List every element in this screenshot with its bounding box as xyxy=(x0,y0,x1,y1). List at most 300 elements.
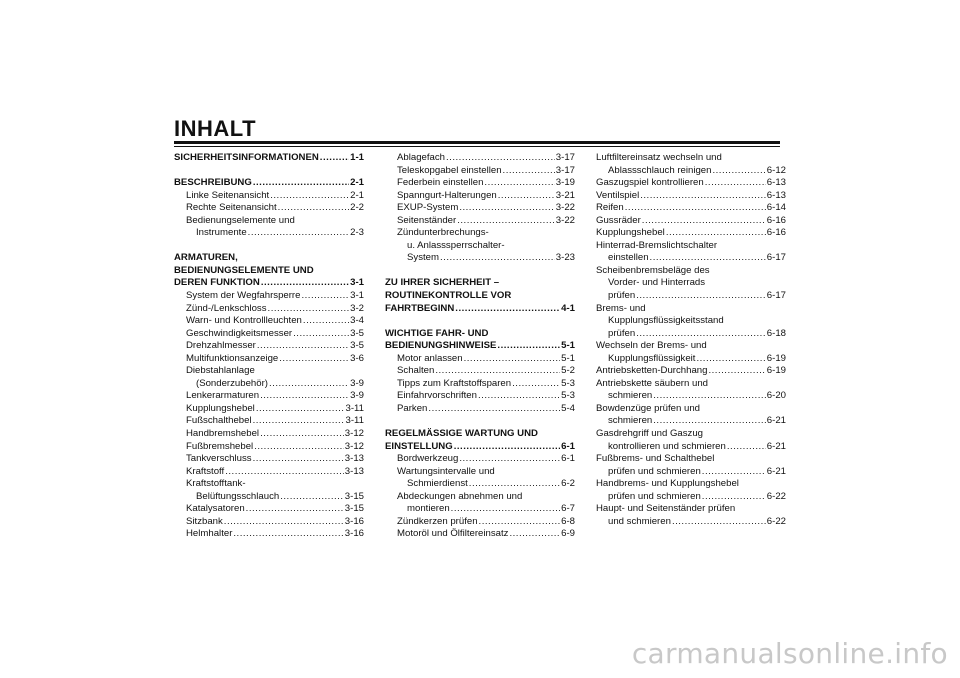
toc-page-number: 3-23 xyxy=(555,252,575,264)
toc-entry[interactable] xyxy=(596,441,786,454)
toc-entry-title: ROUTINEKONTROLLE VOR xyxy=(385,290,512,302)
toc-page-number: 5-2 xyxy=(561,365,575,377)
toc-page-number: 6-17 xyxy=(766,252,786,264)
toc-page-number: 6-14 xyxy=(766,202,786,214)
toc-entry xyxy=(596,403,786,416)
title-rule-thin xyxy=(174,146,780,147)
toc-dot-leader xyxy=(224,516,344,529)
toc-entry xyxy=(174,478,364,491)
toc-entry xyxy=(596,265,786,278)
toc-dot-leader xyxy=(478,390,560,403)
toc-dot-leader xyxy=(269,378,349,391)
toc-entry-title: Katalysatoren xyxy=(186,503,245,515)
toc-entry[interactable] xyxy=(596,491,786,504)
toc-entry[interactable] xyxy=(174,227,364,240)
toc-entry[interactable] xyxy=(174,378,364,391)
toc-page-number: 3-15 xyxy=(344,503,364,515)
toc-entry-title: prüfen und schmieren xyxy=(608,490,701,502)
toc-dot-leader xyxy=(451,503,560,516)
toc-entry[interactable] xyxy=(385,353,575,366)
toc-page-number: 6-19 xyxy=(766,365,786,377)
toc-spacer xyxy=(174,165,364,178)
toc-dot-leader xyxy=(280,491,344,504)
toc-dot-leader xyxy=(320,152,349,165)
toc-page-number: 2-2 xyxy=(350,202,364,214)
title-rule-thick xyxy=(174,141,780,144)
toc-section-heading xyxy=(385,428,575,441)
toc-entry[interactable] xyxy=(385,516,575,529)
toc-dot-leader xyxy=(666,227,766,240)
toc-dot-leader xyxy=(672,516,766,529)
toc-entry[interactable] xyxy=(596,190,786,203)
toc-dot-leader xyxy=(459,453,560,466)
toc-page-number: 3-16 xyxy=(344,528,364,540)
toc-entry-title: System der Wegfahrsperre xyxy=(186,290,301,302)
toc-dot-leader xyxy=(256,403,345,416)
toc-entry[interactable] xyxy=(174,491,364,504)
toc-dot-leader xyxy=(270,190,349,203)
toc-page-number: 3-6 xyxy=(350,352,364,364)
toc-dot-leader xyxy=(642,215,766,228)
toc-dot-leader xyxy=(636,290,766,303)
toc-entry[interactable] xyxy=(385,503,575,516)
toc-dot-leader xyxy=(459,202,554,215)
toc-dot-leader xyxy=(479,516,561,529)
toc-entry-title: Kupplungshebel xyxy=(186,402,255,414)
toc-page-number: 3-17 xyxy=(555,152,575,163)
toc-dot-leader xyxy=(257,340,349,353)
toc-entry[interactable] xyxy=(174,353,364,366)
toc-page-number: 5-4 xyxy=(561,402,575,414)
toc-entry-title: Wartungsintervalle und xyxy=(397,465,495,477)
toc-dot-leader xyxy=(261,277,349,290)
toc-dot-leader xyxy=(440,252,555,265)
toc-entry-title: Ablassschlauch reinigen xyxy=(608,164,712,176)
toc-entry[interactable] xyxy=(596,466,786,479)
toc-section-heading xyxy=(174,265,364,278)
toc-entry-title: Seitenständer xyxy=(397,214,457,226)
toc-dot-leader xyxy=(705,177,766,190)
toc-column-1 xyxy=(174,152,364,541)
toc-page-number: 6-9 xyxy=(561,528,575,540)
toc-entry[interactable] xyxy=(596,252,786,265)
toc-entry[interactable] xyxy=(596,365,786,378)
toc-entry[interactable] xyxy=(385,478,575,491)
toc-page-number: 1-1 xyxy=(350,152,364,163)
toc-dot-leader xyxy=(484,177,554,190)
toc-entry-title: Gasdrehgriff und Gaszug xyxy=(596,428,704,440)
toc-entry-title: Motoröl und Ölfiltereinsatz xyxy=(397,528,509,540)
toc-section-heading[interactable] xyxy=(385,303,575,316)
toc-entry-title: Kraftstofftank- xyxy=(186,478,246,490)
toc-section-heading[interactable] xyxy=(385,340,575,353)
toc-dot-leader xyxy=(454,441,560,454)
toc-dot-leader xyxy=(464,353,561,366)
toc-page-number: 3-13 xyxy=(344,465,364,477)
toc-entry xyxy=(596,240,786,253)
toc-entry[interactable] xyxy=(385,165,575,178)
toc-entry-title: SICHERHEITSINFORMATIONEN xyxy=(174,152,319,163)
toc-entry-title: EXUP-System xyxy=(397,202,459,214)
toc-entry-title: Handbrems- und Kupplungshebel xyxy=(596,478,739,490)
toc-entry-title: Zünd-/Lenkschloss xyxy=(186,302,267,314)
toc-entry[interactable] xyxy=(596,215,786,228)
toc-page-number: 2-1 xyxy=(350,177,364,189)
toc-entry xyxy=(596,503,786,516)
toc-page-number: 6-16 xyxy=(766,227,786,239)
toc-entry xyxy=(596,315,786,328)
toc-page-number: 2-1 xyxy=(350,189,364,201)
toc-entry[interactable] xyxy=(596,415,786,428)
toc-entry-title: Ablagefach xyxy=(397,152,446,163)
toc-section-heading xyxy=(385,328,575,341)
toc-entry-title: ARMATUREN, xyxy=(174,252,238,264)
toc-entry-title: schmieren xyxy=(608,390,653,402)
toc-entry-title: Parken xyxy=(397,402,428,414)
toc-page-number: 6-1 xyxy=(561,440,575,452)
toc-entry[interactable] xyxy=(174,441,364,454)
toc-section-heading xyxy=(385,290,575,303)
toc-spacer xyxy=(385,315,575,328)
toc-entry[interactable] xyxy=(174,340,364,353)
toc-entry-title: Kupplungsflüssigkeitsstand xyxy=(608,315,724,327)
toc-page-number: 6-18 xyxy=(766,327,786,339)
toc-entry-title: Fußschalthebel xyxy=(186,415,252,427)
toc-entry-title: prüfen xyxy=(608,327,636,339)
toc-dot-leader xyxy=(248,227,349,240)
toc-page-number: 6-12 xyxy=(766,164,786,176)
toc-page-number: 6-16 xyxy=(766,214,786,226)
toc-page-number: 6-2 xyxy=(561,478,575,490)
toc-entry-title: BEDIENUNGSHINWEISE xyxy=(385,340,497,352)
toc-entry xyxy=(596,478,786,491)
toc-entry[interactable] xyxy=(174,390,364,403)
toc-page-number: 6-7 xyxy=(561,503,575,515)
toc-entry-title: u. Anlasssperrschalter- xyxy=(407,239,505,251)
toc-page-number: 6-13 xyxy=(766,177,786,189)
toc-entry-title: FAHRTBEGINN xyxy=(385,302,455,314)
toc-entry[interactable] xyxy=(174,503,364,516)
toc-page-number: 6-17 xyxy=(766,290,786,302)
toc-dot-leader xyxy=(498,190,555,203)
toc-entry[interactable] xyxy=(596,353,786,366)
toc-entry-title: WICHTIGE FAHR- UND xyxy=(385,327,489,339)
toc-entry-title: Diebstahlanlage xyxy=(186,365,255,377)
toc-dot-leader xyxy=(279,353,349,366)
toc-entry-title: einstellen xyxy=(608,252,649,264)
toc-dot-leader xyxy=(702,466,766,479)
toc-page-number: 3-22 xyxy=(555,202,575,214)
toc-entry xyxy=(385,491,575,504)
toc-entry[interactable] xyxy=(174,190,364,203)
toc-entry[interactable] xyxy=(385,152,575,165)
toc-page-number: 3-5 xyxy=(350,340,364,352)
toc-entry-title: Schmierdienst xyxy=(407,478,468,490)
toc-section-heading[interactable] xyxy=(385,441,575,454)
toc-entry[interactable] xyxy=(596,328,786,341)
toc-entry-title: DEREN FUNKTION xyxy=(174,277,260,289)
toc-entry-title: Ventilspiel xyxy=(596,189,640,201)
toc-dot-leader xyxy=(512,378,560,391)
toc-entry-title: Scheibenbremsbeläge des xyxy=(596,264,710,276)
toc-entry-title: Bordwerkzeug xyxy=(397,453,459,465)
toc-entry-title: Zündkerzen prüfen xyxy=(397,515,478,527)
toc-dot-leader xyxy=(497,340,560,353)
toc-dot-leader xyxy=(653,415,766,428)
toc-entry-title: Belüftungsschlauch xyxy=(196,490,280,502)
toc-entry-title: Luftfiltereinsatz wechseln und xyxy=(596,152,722,163)
toc-page-number: 5-3 xyxy=(561,390,575,402)
toc-entry-title: Gussräder xyxy=(596,214,641,226)
toc-entry-title: Kraftstoff xyxy=(186,465,225,477)
toc-entry-title: prüfen xyxy=(608,290,636,302)
toc-entry[interactable] xyxy=(596,177,786,190)
toc-entry-title: Fußbrems- und Schalthebel xyxy=(596,453,715,465)
toc-entry[interactable] xyxy=(596,227,786,240)
toc-entry-title: Drehzahlmesser xyxy=(186,340,256,352)
toc-entry xyxy=(385,227,575,240)
toc-entry-title: Abdeckungen abnehmen und xyxy=(397,490,523,502)
toc-entry[interactable] xyxy=(385,190,575,203)
toc-entry[interactable] xyxy=(174,315,364,328)
toc-page-number: 3-12 xyxy=(344,428,364,440)
toc-entry xyxy=(596,378,786,391)
toc-page-number: 3-4 xyxy=(350,315,364,327)
toc-section-heading xyxy=(385,277,575,290)
toc-entry[interactable] xyxy=(596,165,786,178)
toc-dot-leader xyxy=(303,315,349,328)
toc-entry-title: Geschwindigkeitsmesser xyxy=(186,327,293,339)
toc-page-number: 6-20 xyxy=(766,390,786,402)
toc-dot-leader xyxy=(636,328,766,341)
toc-entry-title: Tankverschluss xyxy=(186,453,252,465)
toc-entry[interactable] xyxy=(385,528,575,541)
toc-dot-leader xyxy=(301,290,349,303)
toc-entry[interactable] xyxy=(174,328,364,341)
toc-page-number: 3-9 xyxy=(350,390,364,402)
toc-entry xyxy=(596,152,786,165)
toc-entry[interactable] xyxy=(385,177,575,190)
toc-page-number: 3-15 xyxy=(344,490,364,502)
toc-dot-leader xyxy=(469,478,560,491)
toc-dot-leader xyxy=(225,466,344,479)
toc-page-number: 6-21 xyxy=(766,465,786,477)
toc-entry-title: REGELMÄSSIGE WARTUNG UND xyxy=(385,428,538,440)
toc-page-number: 3-9 xyxy=(350,377,364,389)
toc-entry[interactable] xyxy=(596,516,786,529)
toc-page-number: 6-19 xyxy=(766,352,786,364)
toc-page-number: 3-16 xyxy=(344,515,364,527)
toc-dot-leader xyxy=(268,303,350,316)
toc-entry-title: Zündunterbrechungs- xyxy=(397,227,489,239)
toc-spacer xyxy=(385,265,575,278)
toc-entry xyxy=(596,277,786,290)
toc-dot-leader xyxy=(653,390,766,403)
toc-page-number: 3-22 xyxy=(555,214,575,226)
toc-page-number: 3-2 xyxy=(350,302,364,314)
toc-entry xyxy=(596,428,786,441)
toc-page-number: 6-1 xyxy=(561,453,575,465)
watermark: carmanualsonline.info xyxy=(631,637,948,670)
toc-entry-title: BESCHREIBUNG xyxy=(174,177,252,189)
toc-page-number: 3-13 xyxy=(344,453,364,465)
toc-dot-leader xyxy=(712,165,765,178)
toc-entry-title: Federbein einstellen xyxy=(397,177,484,189)
toc-page-number: 5-1 xyxy=(561,352,575,364)
toc-entry-title: Reifen xyxy=(596,202,624,214)
toc-dot-leader xyxy=(625,202,766,215)
toc-entry[interactable] xyxy=(385,378,575,391)
toc-entry[interactable] xyxy=(174,466,364,479)
toc-entry-title: Antriebsketten-Durchhang xyxy=(596,365,708,377)
toc-section-heading xyxy=(174,252,364,265)
toc-entry-title: Instrumente xyxy=(196,227,247,239)
toc-dot-leader xyxy=(457,215,555,228)
toc-page-number: 3-21 xyxy=(555,189,575,201)
toc-entry-title: Multifunktionsanzeige xyxy=(186,352,279,364)
toc-page-number: 6-8 xyxy=(561,515,575,527)
toc-entry-title: Rechte Seitenansicht xyxy=(186,202,277,214)
toc-dot-leader xyxy=(708,365,765,378)
toc-dot-leader xyxy=(650,252,766,265)
toc-dot-leader xyxy=(253,453,344,466)
toc-entry-title: Gaszugspiel kontrollieren xyxy=(596,177,704,189)
toc-page-number: 2-3 xyxy=(350,227,364,239)
toc-entry-title: Teleskopgabel einstellen xyxy=(397,164,502,176)
toc-dot-leader xyxy=(455,303,560,316)
toc-entry[interactable] xyxy=(385,215,575,228)
toc-dot-leader xyxy=(428,403,560,416)
toc-entry[interactable] xyxy=(174,290,364,303)
toc-page-number: 3-19 xyxy=(555,177,575,189)
toc-dot-leader xyxy=(696,353,765,366)
toc-page-number: 3-12 xyxy=(344,440,364,452)
toc-spacer xyxy=(385,415,575,428)
toc-spacer xyxy=(174,240,364,253)
toc-entry-title: kontrollieren und schmieren xyxy=(608,440,726,452)
toc-entry-title: (Sonderzubehör) xyxy=(196,377,268,389)
toc-entry-title: Motor anlassen xyxy=(397,352,463,364)
toc-dot-leader xyxy=(246,503,344,516)
toc-page-number: 5-3 xyxy=(561,377,575,389)
toc-page-number: 3-17 xyxy=(555,164,575,176)
toc-entry-title: Haupt- und Seitenständer prüfen xyxy=(596,503,736,515)
toc-entry-title: System xyxy=(407,252,439,264)
toc-entry[interactable] xyxy=(385,403,575,416)
toc-entry[interactable] xyxy=(385,453,575,466)
toc-entry-title: Handbremshebel xyxy=(186,428,260,440)
toc-entry-title: montieren xyxy=(407,503,450,515)
toc-entry-title: Kupplungshebel xyxy=(596,227,665,239)
toc-entry-title: ZU IHRER SICHERHEIT – xyxy=(385,277,500,289)
toc-page-number: 3-1 xyxy=(350,277,364,289)
toc-entry-title: Wechseln der Brems- und xyxy=(596,340,707,352)
toc-entry[interactable] xyxy=(385,365,575,378)
toc-page-number: 5-1 xyxy=(561,340,575,352)
toc-dot-leader xyxy=(640,190,766,203)
toc-entry[interactable] xyxy=(596,390,786,403)
toc-entry-title: Helmhalter xyxy=(186,528,233,540)
toc-entry[interactable] xyxy=(385,390,575,403)
toc-dot-leader xyxy=(509,528,560,541)
page-title: INHALT xyxy=(174,116,257,141)
toc-entry xyxy=(596,453,786,466)
toc-entry-title: Einfahrvorschriften xyxy=(397,390,477,402)
toc-dot-leader xyxy=(253,415,345,428)
toc-dot-leader xyxy=(727,441,766,454)
toc-dot-leader xyxy=(254,441,344,454)
toc-entry-title: prüfen und schmieren xyxy=(608,465,701,477)
toc-entry-title: Brems- und xyxy=(596,302,646,314)
toc-entry-title: Lenkerarmaturen xyxy=(186,390,260,402)
toc-entry-title: Warn- und Kontrollleuchten xyxy=(186,315,302,327)
toc-entry-title: Hinterrad-Bremslichtschalter xyxy=(596,239,718,251)
toc-dot-leader xyxy=(278,202,349,215)
toc-entry-title: schmieren xyxy=(608,415,653,427)
toc-section-heading[interactable] xyxy=(174,277,364,290)
toc-entry-title: Spanngurt-Halterungen xyxy=(397,189,497,201)
toc-entry-title: Sitzbank xyxy=(186,515,223,527)
toc-entry-title: Vorder- und Hinterrads xyxy=(608,277,706,289)
toc-entry[interactable] xyxy=(385,202,575,215)
toc-entry-title: Schalten xyxy=(397,365,435,377)
toc-entry xyxy=(596,303,786,316)
toc-page-number: 6-21 xyxy=(766,440,786,452)
toc-entry xyxy=(385,240,575,253)
toc-dot-leader xyxy=(293,328,349,341)
toc-page-number: 3-1 xyxy=(350,290,364,302)
toc-entry[interactable] xyxy=(174,516,364,529)
toc-entry[interactable] xyxy=(174,202,364,215)
toc-dot-leader xyxy=(702,491,766,504)
toc-entry-title: Bowdenzüge prüfen und xyxy=(596,402,701,414)
toc-dot-leader xyxy=(503,165,555,178)
toc-entry-title: EINSTELLUNG xyxy=(385,440,453,452)
toc-column-2 xyxy=(385,152,575,541)
toc-dot-leader xyxy=(446,152,555,165)
toc-page-number: 6-21 xyxy=(766,415,786,427)
toc-dot-leader xyxy=(253,177,349,190)
toc-entry[interactable] xyxy=(174,428,364,441)
toc-entry xyxy=(385,466,575,479)
toc-section-heading[interactable] xyxy=(174,152,364,165)
toc-entry-title: Bedienungselemente und xyxy=(186,214,295,226)
toc-section-heading[interactable] xyxy=(174,177,364,190)
toc-page-number: 3-5 xyxy=(350,327,364,339)
toc-entry[interactable] xyxy=(596,202,786,215)
toc-entry xyxy=(174,365,364,378)
toc-entry xyxy=(174,215,364,228)
toc-page-number: 6-22 xyxy=(766,490,786,502)
toc-entry-title: Fußbremshebel xyxy=(186,440,254,452)
toc-entry-title: Antriebskette säubern und xyxy=(596,377,709,389)
toc-entry-title: und schmieren xyxy=(608,515,671,527)
toc-entry[interactable] xyxy=(596,290,786,303)
toc-entry-title: Kupplungsflüssigkeit xyxy=(608,352,696,364)
toc-dot-leader xyxy=(435,365,560,378)
toc-entry[interactable] xyxy=(174,453,364,466)
toc-entry[interactable] xyxy=(174,403,364,416)
toc-entry[interactable] xyxy=(174,303,364,316)
toc-entry-title: Tipps zum Kraftstoffsparen xyxy=(397,377,512,389)
toc-entry[interactable] xyxy=(385,252,575,265)
toc-entry-title: BEDIENUNGSELEMENTE UND xyxy=(174,264,314,276)
toc-dot-leader xyxy=(233,528,343,541)
toc-page-number: 6-22 xyxy=(766,515,786,527)
toc-dot-leader xyxy=(260,390,349,403)
toc-entry[interactable] xyxy=(174,415,364,428)
toc-entry[interactable] xyxy=(174,528,364,541)
